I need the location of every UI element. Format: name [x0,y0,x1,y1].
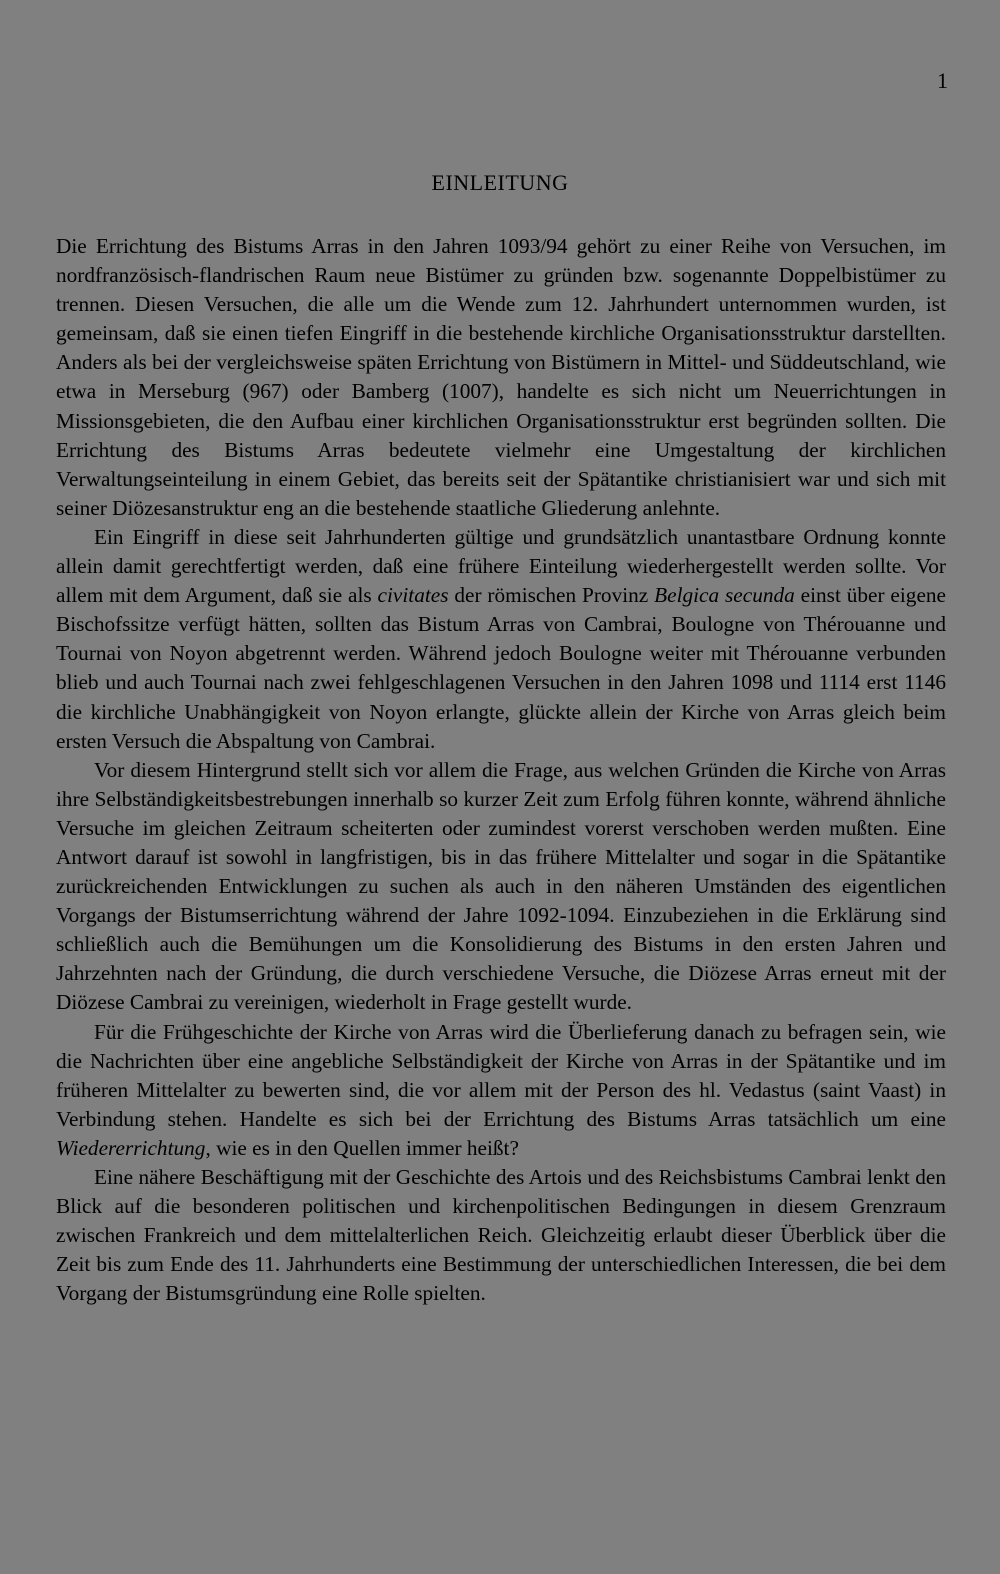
text-segment: Für die Frühgeschichte der Kirche von Arras wird die Überlieferung danach zu befragen sein, wie die Nachrichten über eine angebliche Selbständigkeit der Kirche von Arras in der Spätantike und im früheren Mittelalter zu bewerten sind, die vor allem mit der Person des hl. Vedastus (saint Vaast) in Verbindung stehen. Handelte es sich bei der Errichtung des Bistums Arras tatsächlich um eine [56,1019,946,1131]
paragraph [56,1163,946,1308]
text-segment: einst über eigene Bischofssitze verfügt hätten, sollten das Bistum Arras von Cambrai, Boulogne von Thérouanne und Tournai von Noyon abgetrennt werden. Während jedoch Boulogne weiter mit Thérouanne verbunden blieb und auch Tournai nach zwei fehlgeschlagenen Versuchen in den Jahren 1098 und 1114 erst 1146 die kirchliche Unabhängigkeit von Noyon erlangte, glückte allein der Kirche von Arras gleich beim ersten Versuch die Abspaltung von Cambrai. [56,583,946,753]
text-segment: Vor diesem Hintergrund stellt sich vor allem die Frage, aus welchen Gründen die Kirche von Arras ihre Selbständigkeitsbestrebungen innerhalb so kurzer Zeit zum Erfolg führen konnte, während ähnliche Versuche im gleichen Zeitraum scheiterten oder zumindest vorerst verschoben werden mußten. Eine Antwort darauf ist sowohl in langfristigen, bis in das frühere Mittelalter und sogar in die Spätantike zurückreichenden Entwicklungen zu suchen als auch in den näheren Umständen des eigentlichen Vorgangs der Bistumserrichtung während der Jahre 1092-1094. Einzubeziehen in die Erklärung sind schließlich auch die Bemühungen um die Konsolidierung des Bistums in den ersten Jahren und Jahrzehnten nach der Gründung, die durch verschiedene Versuche, die Diözese Arras erneut mit der Diözese Cambrai zu vereinigen, wiederholt in Frage gestellt wurde. [56,757,946,1015]
text-segment: , wie es in den Quellen immer heißt? [205,1135,519,1160]
text-segment: der römischen Provinz [448,583,655,608]
italic-term: Belgica secunda [654,583,795,608]
italic-term: Wiedererrichtung [56,1135,206,1160]
text-segment: Ein Eingriff in diese seit Jahrhunderten gültige und grundsätzlich unantastbare Ordnung konnte allein damit gerechtfertigt werden, daß eine frühere Einteilung wiederhergestellt werden sollte. Vor allem mit dem Argument, daß sie als [56,524,946,608]
paragraph [56,756,946,1018]
chapter-title-text: EINLEITUNG [431,170,569,195]
paragraph [56,1018,946,1163]
text-segment: Eine nähere Beschäftigung mit der Geschichte des Artois und des Reichsbistums Cambrai lenkt den Blick auf die besonderen politischen und kirchenpolitischen Bedingungen in diesem Grenzraum zwischen Frankreich und dem mittelalterlichen Reich. Gleichzeitig erlaubt dieser Überblick über die Zeit bis zum Ende des 11. Jahrhunderts eine Bestimmung der unterschiedlichen Interessen, die bei dem Vorgang der Bistumsgründung eine Rolle spielten. [56,1165,946,1306]
body-text [56,232,946,1308]
italic-term: civitates [377,583,449,608]
paragraph [56,232,946,523]
paragraph [56,523,946,756]
text-segment: Die Errichtung des Bistums Arras in den Jahren 1093/94 gehört zu einer Reihe von Versuchen, im nordfranzösisch-flandrischen Raum neue Bistümer zu gründen bzw. sogenannte Doppelbistümer zu trennen. Diesen Versuchen, die alle um die Wende zum 12. Jahrhundert unternommen wurden, ist gemeinsam, daß sie einen tiefen Eingriff in die bestehende kirchliche Organisationsstruktur darstellten. Anders als bei der vergleichsweise späten Errichtung von Bistümern in Mittel- und Süddeutschland, wie etwa in Merseburg (967) oder Bamberg (1007), handelte es sich nicht um Neuerrichtungen in Missionsgebieten, die den Aufbau einer kirchlichen Organisationsstruktur erst begründen sollten. Die Errichtung des Bistums Arras bedeutete vielmehr eine Umgestaltung der kirchlichen Verwaltungseinteilung in einem Gebiet, das bereits seit der Spätantike christianisiert war und sich mit seiner Diözesanstruktur eng an die bestehende staatliche Gliederung anlehnte. [56,234,946,520]
chapter-title [0,170,1000,196]
page-number: 1 [937,68,948,93]
